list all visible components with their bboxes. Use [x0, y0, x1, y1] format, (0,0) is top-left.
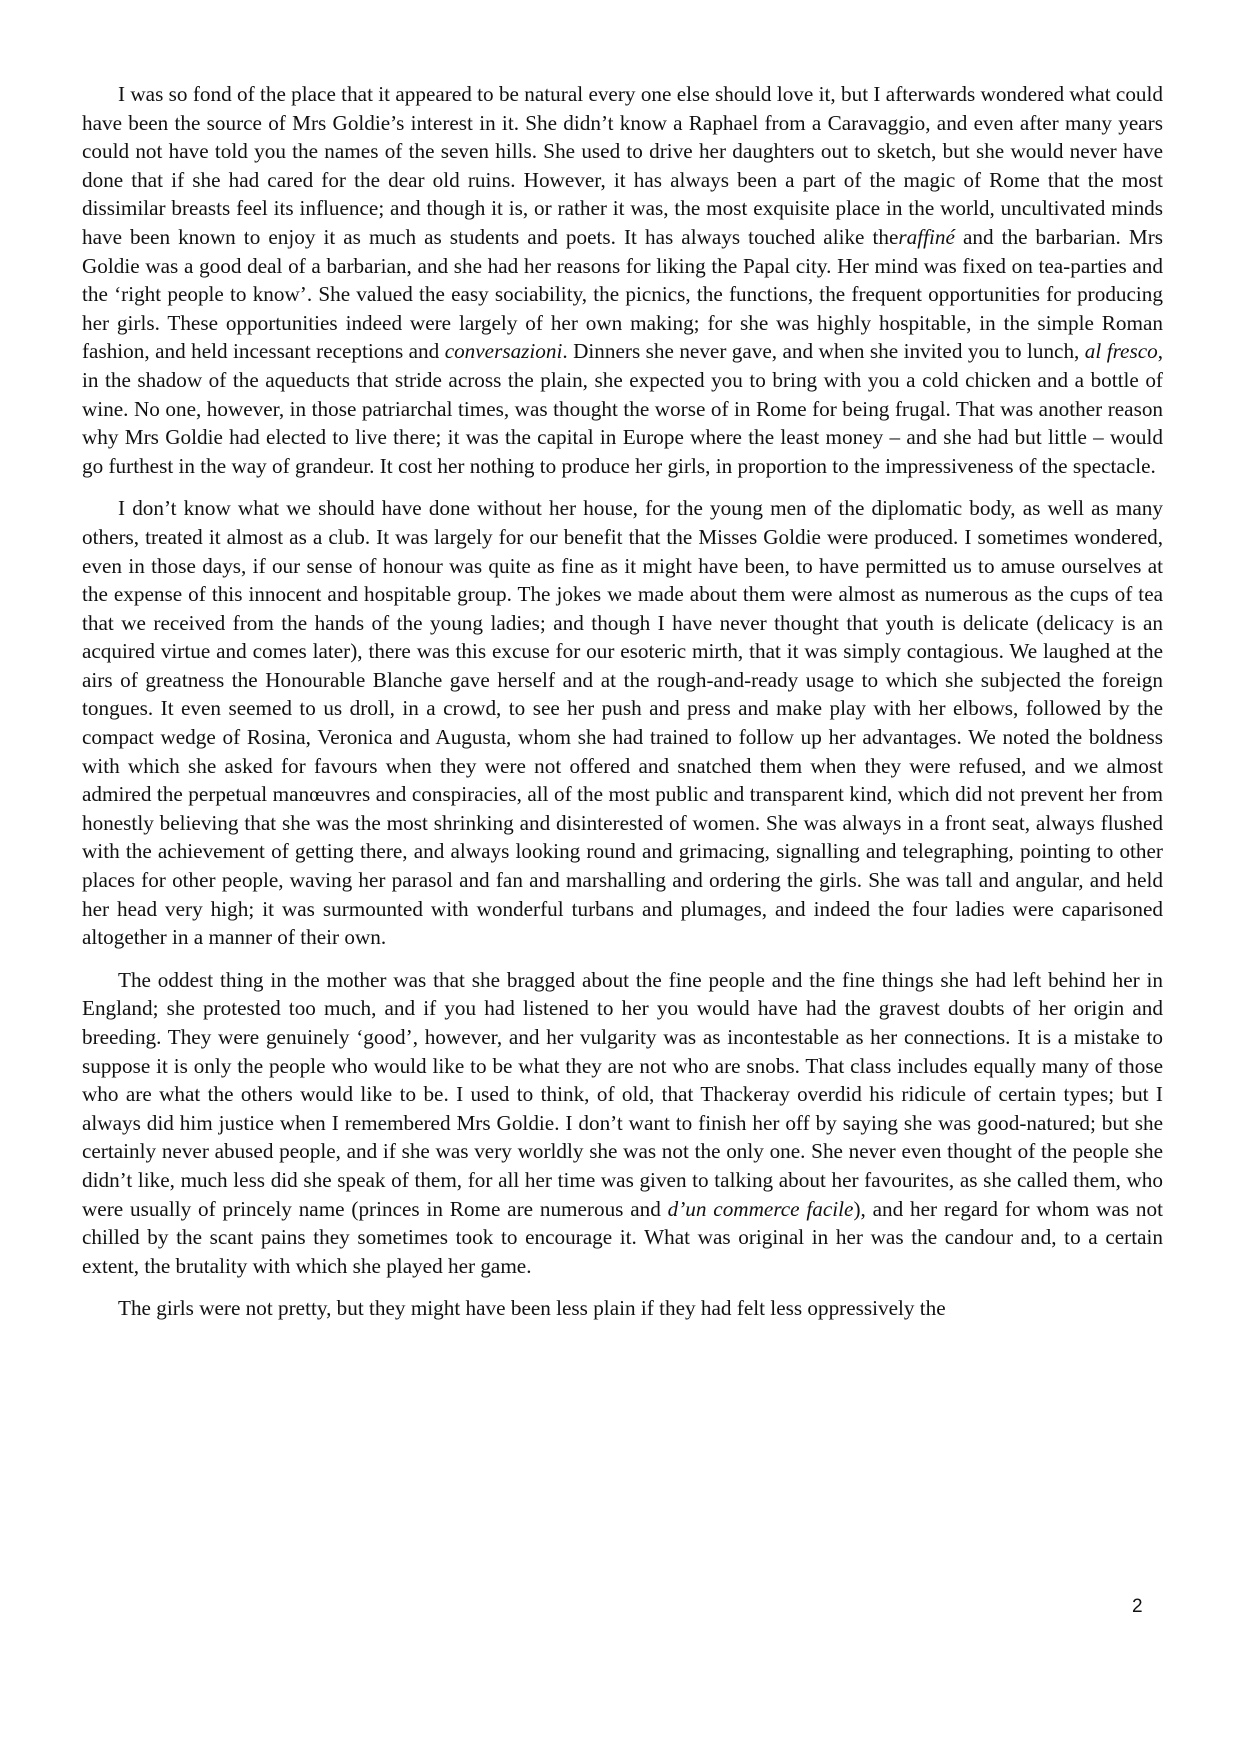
italic-phrase: raffiné: [898, 224, 955, 249]
paragraph: [82, 1294, 1163, 1323]
text-run: and the barbarian. Mrs Goldie was a good deal of a barbarian, and she had her reasons for liking the Papal city. Her mind was fixed on tea-parties and the ‘right people to know’. She valued the easy sociability, the picnics, the functions, the frequent opportunities for producing her girls. These opportunities indeed were largely of her own making; for she was highly hospitable, in the simple Roman fashion, and held incessant receptions and: [82, 224, 1164, 364]
text-run: . Dinners she never gave, and when she invited you to lunch,: [562, 339, 1085, 364]
italic-phrase: conversazioni: [444, 339, 563, 364]
paragraph: [82, 966, 1163, 1281]
text-run: ), and her regard for whom was not chilled by the scant pains they sometimes took to encourage it. What was original in her was the candour and, to a certain extent, the brutality with which she played her game.: [82, 1196, 1163, 1278]
text-run: , in the shadow of the aqueducts that stride across the plain, she expected you to bring with you a cold chicken and a bottle of wine. No one, however, in those patriarchal times, was thought the worse of in Rome for being frugal. That was another reason why Mrs Goldie had elected to live there; it was the capital in Europe where the least money – and she had but little – would go furthest in the way of grandeur. It cost her nothing to produce her girls, in proportion to the impressiveness of the spectacle.: [82, 339, 1164, 478]
page-number: 2: [1132, 1596, 1143, 1617]
paragraph: [82, 494, 1163, 952]
text-run: The girls were not pretty, but they might have been less plain if they had felt less oppressively the: [118, 1296, 946, 1321]
paragraph: [82, 80, 1163, 480]
text-run: The oddest thing in the mother was that she bragged about the fine people and the fine things she had left behind her in England; she protested too much, and if you had listened to her you would have had the gravest doubts of her origin and breeding. They were genuinely ‘good’, however, and her vulgarity was as incontestable as her connections. It is a mistake to suppose it is only the people who would like to be what they are not who are snobs. That class includes equally many of those who are what the others would like to be. I used to think, of old, that Thackeray overdid his ridicule of certain types; but I always did him justice when I remembered Mrs Goldie. I don’t want to finish her off by saying she was good-natured; but she certainly never abused people, and if she was very worldly she was not the only one. She never even thought of the people she didn’t like, much less did she speak of them, for all her time was given to talking about her favourites, as she called them, who were usually of princely name (princes in Rome are numerous and: [82, 967, 1163, 1221]
page-body: [82, 80, 1163, 1337]
text-run: I don’t know what we should have done without her house, for the young men of the diplomatic body, as well as many others, treated it almost as a club. It was largely for our benefit that the Misses Goldie were produced. I sometimes wondered, even in those days, if our sense of honour was quite as fine as it might have been, to have permitted us to amuse ourselves at the expense of this innocent and hospitable group. The jokes we made about them were almost as numerous as the cups of tea that we received from the hands of the young ladies; and though I have never thought that youth is delicate (delicacy is an acquired virtue and comes later), there was this excuse for our esoteric mirth, that it was simply contagious. We laughed at the airs of greatness the Honourable Blanche gave herself and at the rough-and-ready usage to which she subjected the foreign tongues. It even seemed to us droll, in a crowd, to see her push and press and make play with her elbows, followed by the compact wedge of Rosina, Veronica and Augusta, whom she had trained to follow up her advantages. We noted the boldness with which she asked for favours when they were not offered and snatched them when they were refused, and we almost admired the perpetual manœuvres and conspiracies, all of the most public and transparent kind, which did not prevent her from honestly believing that she was the most shrinking and disinterested of women. She was always in a front seat, always flushed with the achievement of getting there, and always looking round and grimacing, signalling and telegraphing, pointing to other places for other people, waving her parasol and fan and marshalling and ordering the girls. She was tall and angular, and held her head very high; it was surmounted with wonderful turbans and plumages, and indeed the four ladies were caparisoned altogether in a manner of their own.: [82, 496, 1163, 950]
italic-phrase: al fresco: [1084, 339, 1158, 364]
italic-phrase: d’un commerce facile: [667, 1196, 854, 1221]
text-run: I was so fond of the place that it appeared to be natural every one else should love it, but I afterwards wondered what could have been the source of Mrs Goldie’s interest in it. She didn’t know a Raphael from a Caravaggio, and even after many years could not have told you the names of the seven hills. She used to drive her daughters out to sketch, but she would never have done that if she had cared for the dear old ruins. However, it has always been a part of the magic of Rome that the most dissimilar breasts feel its influence; and though it is, or rather it was, the most exquisite place in the world, uncultivated minds have been known to enjoy it as much as students and poets. It has always touched alike the: [82, 82, 1163, 249]
